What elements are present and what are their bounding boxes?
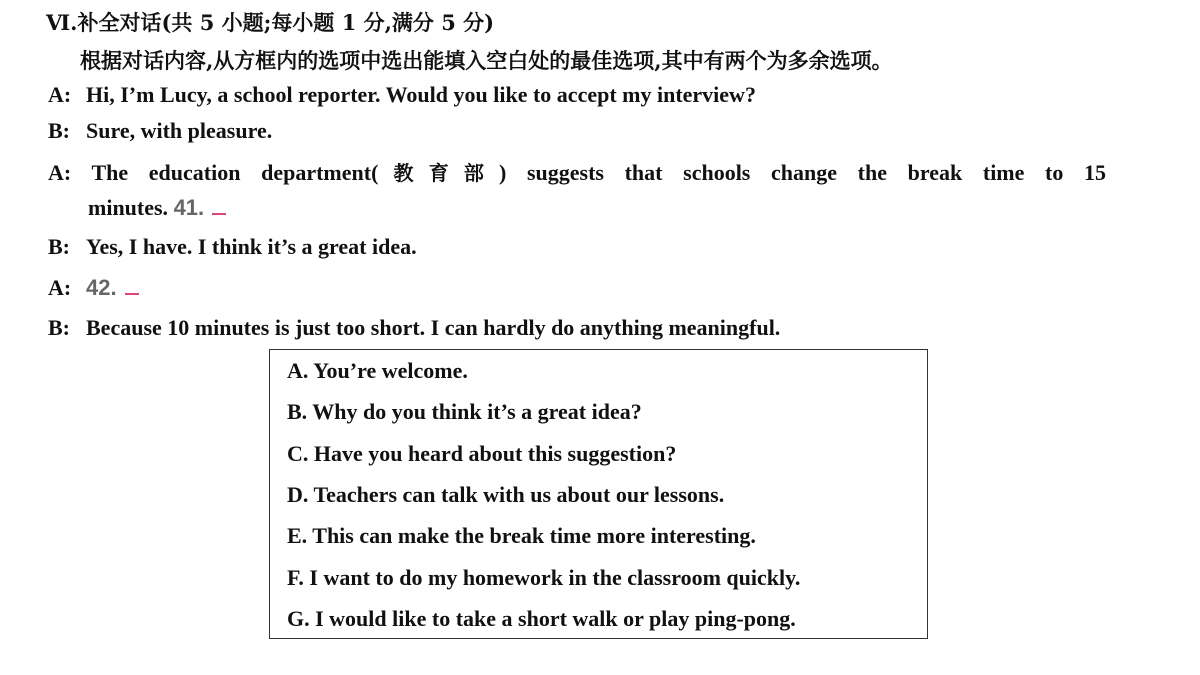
- speaker-label: B:: [48, 315, 70, 340]
- speaker-label: A:: [48, 82, 72, 107]
- dialogue-text: Yes, I have. I think it’s a great idea.: [86, 234, 417, 259]
- dialogue-line-4: [48, 234, 417, 260]
- dialogue-text: Because 10 minutes is just too short. I can hardly do anything meaningful.: [86, 315, 781, 340]
- dialogue-line-2: [48, 118, 272, 144]
- dialogue-text: Hi, I’m Lucy, a school reporter. Would you like to accept my interview?: [86, 82, 756, 107]
- speaker-label: B:: [48, 234, 70, 259]
- option-b: B. Why do you think it’s a great idea?: [287, 399, 642, 424]
- speaker-label: A:: [48, 160, 72, 185]
- dialogue-line-5: [48, 275, 139, 301]
- dialogue-text: minutes.: [88, 195, 169, 220]
- dialogue-line-3: A: The education department(教育部) suggests that schools change the break time to 15: [48, 160, 1107, 185]
- speaker-label: B:: [48, 118, 70, 143]
- answer-blank-41[interactable]: [212, 195, 226, 215]
- section-instruction: 根据对话内容,从方框内的选项中选出能填入空白处的最佳选项,其中有两个为多余选项。: [80, 48, 893, 73]
- dialogue-line-1: [48, 82, 756, 108]
- option-g: G. I would like to take a short walk or play ping-pong.: [287, 606, 796, 631]
- question-number-42: 42.: [86, 275, 117, 300]
- option-d: D. Teachers can talk with us about our lessons.: [287, 482, 725, 507]
- section-title: Ⅵ.补全对话(共 5 小题;每小题 1 分,满分 5 分): [46, 10, 495, 35]
- dialogue-text: Sure, with pleasure.: [86, 118, 273, 143]
- options-box: [269, 349, 928, 639]
- dialogue-text-cn: 教育部: [378, 161, 499, 185]
- dialogue-text-before: department(教育部): [261, 160, 507, 185]
- speaker-label: A:: [48, 275, 72, 300]
- option-a: A. You’re welcome.: [287, 358, 468, 383]
- option-e: E. This can make the break time more interesting.: [287, 523, 756, 548]
- question-number-41: 41.: [173, 195, 205, 220]
- option-f: F. I want to do my homework in the classroom quickly.: [287, 565, 801, 590]
- dialogue-line-6: [48, 315, 780, 341]
- dialogue-line-3-continued: [88, 195, 226, 221]
- answer-blank-42[interactable]: [125, 275, 139, 295]
- option-c: C. Have you heard about this suggestion?: [287, 441, 677, 466]
